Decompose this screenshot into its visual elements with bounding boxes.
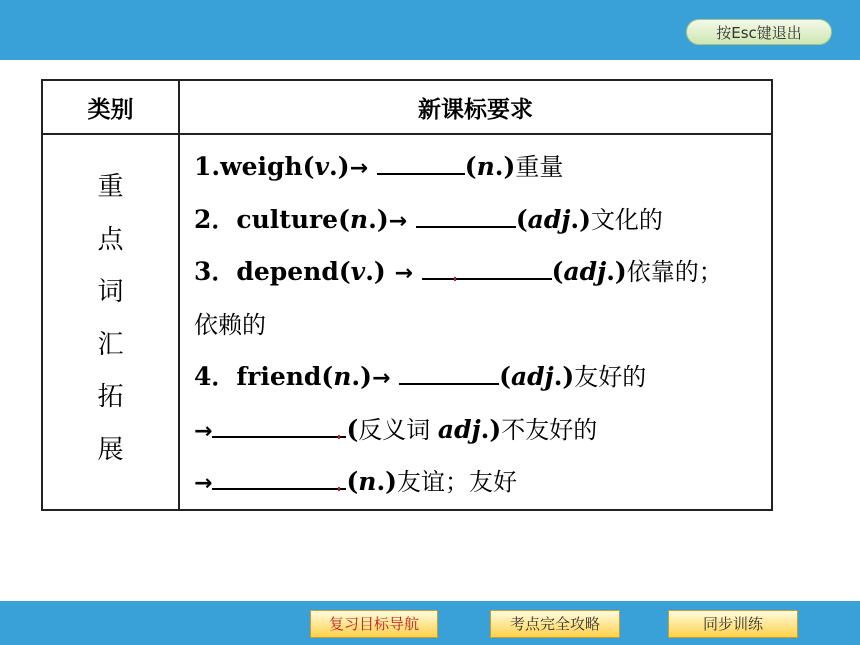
- exit-button[interactable]: 按Esc键退出: [686, 19, 832, 45]
- vocab-line-4: 4．friend(n.)→ (adj.)友好的: [194, 351, 771, 404]
- category-char: 汇: [97, 329, 124, 360]
- top-bar: [0, 0, 860, 60]
- vocab-line-3: 3．depend(v.) → (adj.)依靠的；: [194, 246, 771, 299]
- answer-blank[interactable]: [422, 252, 552, 280]
- bottom-nav-bar: [0, 601, 860, 645]
- nav-button-practice[interactable]: 同步训练: [668, 610, 798, 638]
- edit-mark-icon: [338, 487, 340, 491]
- table-row: [42, 134, 772, 510]
- header-category: 类别: [42, 80, 179, 134]
- category-char: 词: [97, 277, 124, 307]
- vocab-line-5: → (反义词 adj.)不友好的: [194, 404, 771, 457]
- answer-blank[interactable]: [212, 462, 346, 490]
- nav-button-key-points[interactable]: 考点完全攻略: [490, 610, 620, 638]
- vocab-line-2: 2．culture(n.)→ (adj.)文化的: [194, 194, 771, 247]
- edit-mark-icon: [454, 277, 456, 281]
- category-cell: [42, 134, 179, 510]
- answer-blank[interactable]: [212, 410, 346, 438]
- arrow-icon: →: [394, 261, 413, 286]
- edit-mark-icon: [338, 435, 340, 439]
- vocab-table: [41, 79, 773, 511]
- category-char: 重: [97, 172, 124, 202]
- arrow-icon: →: [194, 418, 213, 444]
- category-char: 拓: [97, 382, 124, 412]
- nav-button-review-goals[interactable]: 复习目标导航: [310, 610, 438, 638]
- arrow-icon: →: [194, 471, 213, 496]
- category-char: 点: [97, 224, 124, 255]
- answer-blank[interactable]: [416, 200, 516, 228]
- arrow-icon: →: [388, 208, 408, 234]
- header-requirement: 新课标要求: [179, 80, 772, 134]
- arrow-icon: →: [371, 366, 391, 391]
- requirement-cell: [179, 134, 772, 510]
- vocab-line-6: → (n.)友谊；友好: [194, 456, 771, 509]
- vocab-line-1: 1.weigh(v.)→ (n.)重量: [194, 141, 771, 194]
- vocab-line-3-cont: 依赖的: [194, 310, 266, 339]
- category-char: 展: [97, 434, 124, 465]
- answer-blank[interactable]: [377, 147, 465, 175]
- arrow-icon: →: [349, 156, 369, 181]
- table-header-row: [42, 80, 772, 134]
- answer-blank[interactable]: [399, 357, 499, 385]
